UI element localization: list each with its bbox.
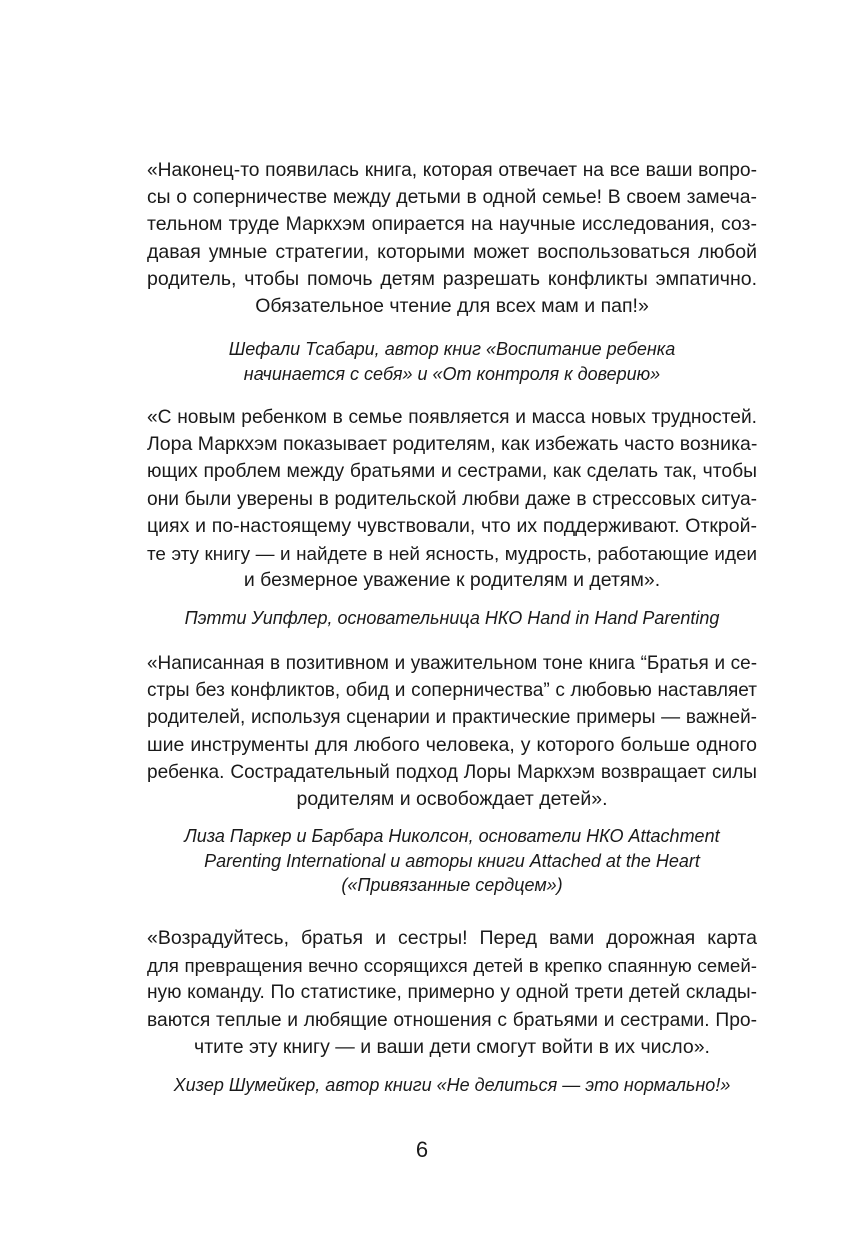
quote-line: Обязательное чтение для всех мам и пап!» — [255, 295, 649, 318]
quote-line: шие инструменты для любого человека, у которого больше одного — [147, 733, 757, 756]
testimonial-quote-4 — [147, 925, 757, 1061]
quote-line: и безмерное уважение к родителям и детям». — [243, 569, 661, 592]
testimonial-quote-2 — [147, 404, 757, 594]
quote-line: «Написанная в позитивном и уважительном тоне книга “Братья и се- — [147, 653, 757, 674]
quote-line: «Возрадуйтесь, братья и сестры! Перед вами дорожная карта — [147, 927, 757, 949]
testimonial-attribution-4 — [147, 1073, 757, 1098]
attribution-line: Пэтти Уипфлер, основательница НКО Hand in Hand Parenting — [184, 608, 720, 628]
quote-line: стры без конфликтов, обид и соперничества” с любовью наставляет — [147, 680, 757, 702]
quote-line: тельном труде Маркхэм опирается на научные исследования, соз- — [147, 213, 757, 236]
quote-line: циях и по-настоящему чувствовали, что их поддерживают. Открой- — [147, 514, 757, 537]
quote-line: родителям и освобождает детей». — [296, 788, 608, 811]
attribution-line: Хизер Шумейкер, автор книги «Не делиться — это нормально!» — [173, 1075, 731, 1095]
quote-line: для превращения вечно ссорящихся детей в крепко спаянную семей- — [147, 955, 757, 977]
quote-line: ребенка. Сострадательный подход Лоры Маркхэм возвращает силы — [147, 761, 757, 783]
attribution-line: Лиза Паркер и Барбара Николсон, основатели НКО Attachment — [184, 826, 720, 846]
quote-line: родителей, используя сценарии и практические примеры — важней- — [147, 707, 757, 729]
quote-line: ную команду. По статистике, примерно у одной трети детей склады- — [147, 982, 757, 1004]
quote-line: они были уверены в родительской любви даже в стрессовых ситуа- — [147, 488, 757, 510]
testimonial-attribution-1 — [147, 337, 757, 386]
testimonial-quote-3 — [147, 650, 757, 813]
attribution-line: («Привязанные сердцем») — [341, 875, 563, 895]
quote-line: родитель, чтобы помочь детям разрешать конфликты эмпатично. — [147, 267, 757, 290]
quote-line: ющих проблем между братьями и сестрами, как сделать так, чтобы — [147, 461, 757, 483]
testimonial-attribution-3 — [147, 824, 757, 898]
testimonial-quote-1 — [147, 157, 757, 320]
attribution-line: Шефали Тсабари, автор книг «Воспитание ребенка — [228, 339, 676, 359]
attribution-line: начинается с себя» и «От контроля к доверию» — [243, 363, 661, 384]
quote-line: «Наконец-то появилась книга, которая отвечает на все ваши вопро- — [147, 160, 757, 181]
quote-line: Лора Маркхэм показывает родителям, как избежать часто возника- — [147, 433, 758, 456]
quote-line: давая умные стратегии, которыми может воспользоваться любой — [147, 240, 757, 263]
page-number: 6 — [415, 1137, 429, 1162]
quote-line: «С новым ребенком в семье появляется и масса новых трудностей. — [147, 407, 757, 428]
quote-line: те эту книгу — и найдете в ней ясность, мудрость, работающие идеи — [147, 543, 757, 565]
testimonial-attribution-2 — [147, 606, 757, 631]
quote-line: сы о соперничестве между детьми в одной семье! В своем замеча- — [147, 186, 757, 209]
quote-line: ваются теплые и любящие отношения с братьями и сестрами. Про- — [147, 1009, 757, 1031]
quote-line: чтите эту книгу — и ваши дети смогут войти в их число». — [194, 1035, 710, 1058]
attribution-line: Parenting International и авторы книги Attached at the Heart — [204, 850, 700, 871]
